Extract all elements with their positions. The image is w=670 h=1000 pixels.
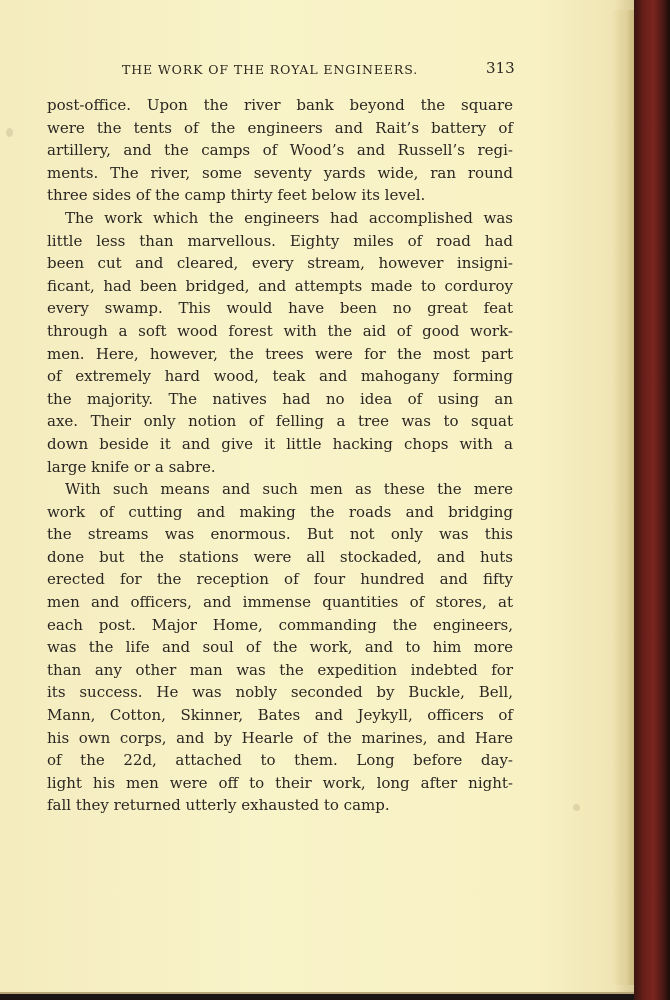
body-text xyxy=(47,94,513,817)
text-line: than any other man was the expedition indebted for xyxy=(47,660,513,679)
text-line: its success. He was nobly seconded by Buckle, Bell, xyxy=(47,683,513,702)
text-line: work of cutting and making the roads and bridging xyxy=(47,502,513,521)
text-line: the streams was enormous. But not only was this xyxy=(47,525,513,544)
text-line: large knife or a sabre. xyxy=(47,457,216,476)
text-line: done but the stations were all stockaded, and huts xyxy=(47,547,513,566)
paper-spot xyxy=(573,804,580,811)
text-line: fall they returned utterly exhausted to camp. xyxy=(47,796,390,815)
running-header xyxy=(120,59,520,81)
text-line: through a soft wood forest with the aid of good work- xyxy=(47,321,513,340)
page-gutter-shadow xyxy=(612,10,634,985)
running-title: THE WORK OF THE ROYAL ENGINEERS. xyxy=(122,62,419,77)
page-number: 313 xyxy=(486,59,515,77)
text-line: his own corps, and by Hearle of the marines, and Hare xyxy=(47,728,513,747)
paper-spot xyxy=(6,128,13,137)
text-line: men and officers, and immense quantities of stores, at xyxy=(47,593,513,612)
text-line: Mann, Cotton, Skinner, Bates and Jeykyll, officers of xyxy=(47,706,513,725)
text-line: were the tents of the engineers and Rait’s battery of xyxy=(47,118,513,137)
text-line: of extremely hard wood, teak and mahogany forming xyxy=(47,367,513,386)
text-line: down beside it and give it little hacking chops with a xyxy=(47,434,513,453)
text-line: ficant, had been bridged, and attempts made to corduroy xyxy=(47,276,513,295)
paragraph-start-line: The work which the engineers had accomplished was xyxy=(65,208,513,227)
text-line: little less than marvellous. Eighty miles of road had xyxy=(47,231,513,250)
text-line: three sides of the camp thirty feet below its level. xyxy=(47,186,426,205)
text-line: was the life and soul of the work, and to him more xyxy=(47,638,513,657)
paragraph-start-line: With such means and such men as these the mere xyxy=(65,480,513,499)
text-line: post-office. Upon the river bank beyond the square xyxy=(47,96,513,114)
text-line: light his men were off to their work, long after night- xyxy=(47,773,513,792)
text-line: ments. The river, some seventy yards wide, ran round xyxy=(47,163,513,182)
text-line: of the 22d, attached to them. Long before day- xyxy=(47,751,513,770)
text-line: each post. Major Home, commanding the engineers, xyxy=(47,615,513,634)
text-line: the majority. The natives had no idea of using an xyxy=(47,389,513,408)
text-line: erected for the reception of four hundred and fifty xyxy=(47,570,513,589)
book-edge xyxy=(634,0,670,1000)
text-line: axe. Their only notion of felling a tree was to squat xyxy=(47,412,513,431)
text-line: artillery, and the camps of Wood’s and Russell’s regi- xyxy=(47,141,513,160)
text-line: been cut and cleared, every stream, however insigni- xyxy=(47,254,513,273)
text-line: men. Here, however, the trees were for the most part xyxy=(47,344,513,363)
text-line: every swamp. This would have been no great feat xyxy=(47,299,513,318)
